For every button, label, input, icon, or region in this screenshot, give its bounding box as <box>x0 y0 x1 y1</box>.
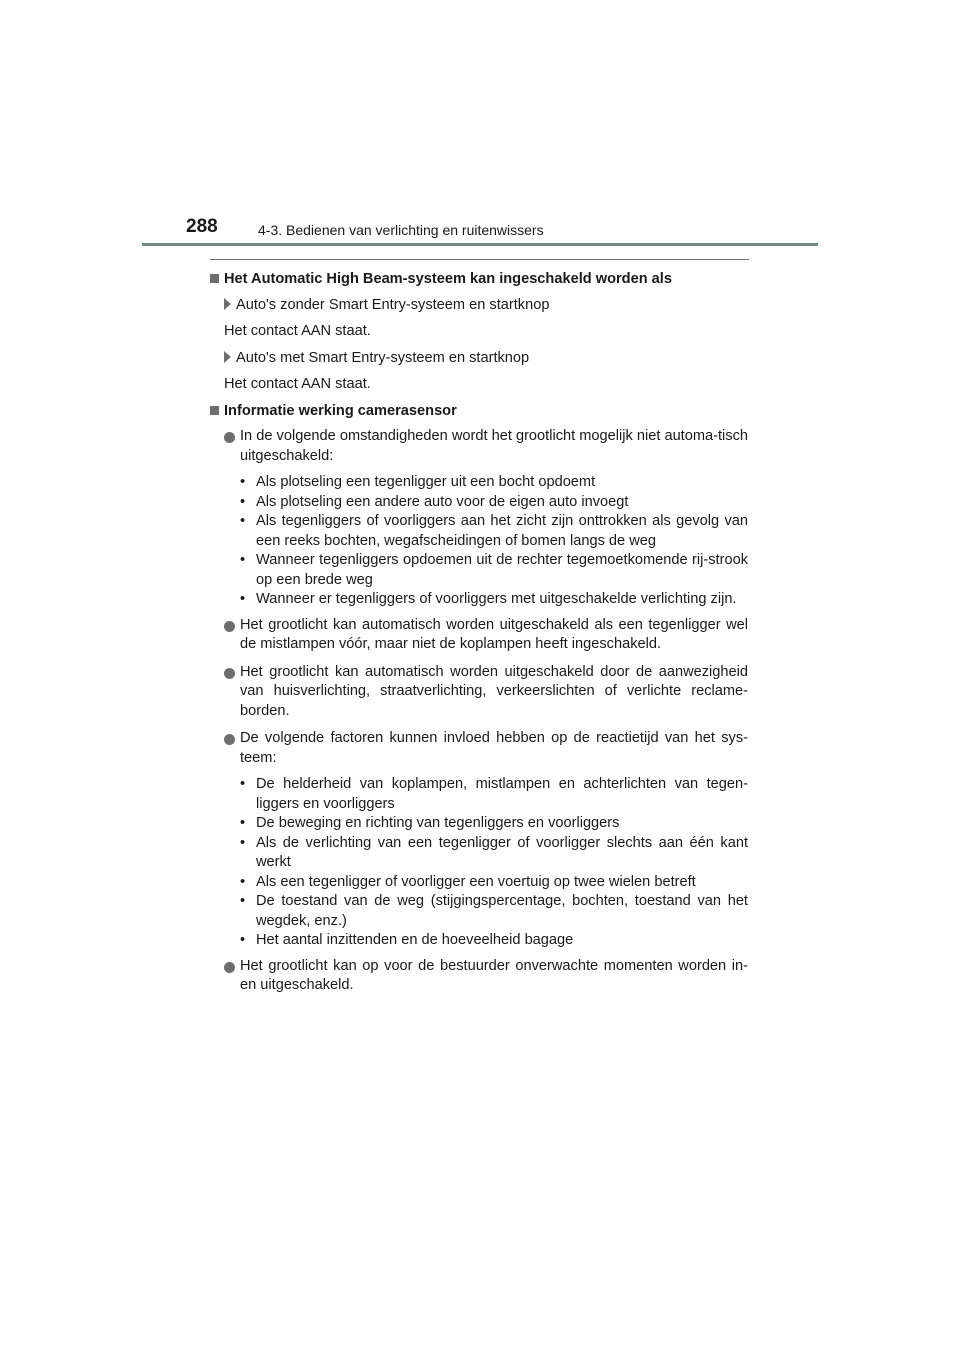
page-content <box>210 270 748 996</box>
bullet-text: De volgende factoren kunnen invloed hebben op de reactietijd van het sys-teem: <box>240 730 748 766</box>
list-item: • De helderheid van koplampen, mistlampen en achterlichten van tegen-liggers en voorliggers <box>240 776 748 812</box>
list-item: • Als plotseling een andere auto voor de eigen auto invoegt <box>240 493 629 510</box>
list-item: • Als plotseling een tegenligger uit een bocht opdoemt <box>240 474 596 490</box>
round-bullet-icon <box>224 734 235 745</box>
bullet-text: Het grootlicht kan automatisch worden uitgeschakeld door de aanwezigheid van huisverlichting, straatverlichting, verkeerslichten of verlichte reclame-borden. <box>240 663 748 719</box>
bullet-item <box>210 427 748 466</box>
section-automatic-high-beam <box>210 270 748 395</box>
round-bullet-icon <box>224 668 235 679</box>
subitem-list <box>240 473 748 610</box>
page-number: 288 <box>186 216 218 237</box>
list-item: • Als tegenliggers of voorliggers aan het zicht zijn onttrokken als gevolg van een reeks bochten, wegafscheidingen of bomen langs de weg <box>240 513 748 549</box>
bullet-text: Het grootlicht kan automatisch worden uitgeschakeld als een tegenligger wel de mistlampen vóór, maar niet de koplampen heeft ingeschakeld. <box>240 616 748 652</box>
list-item: • Wanneer tegenliggers opdoemen uit de rechter tegemoetkomende rij-strook op een brede weg <box>240 552 748 588</box>
round-bullet-icon <box>224 962 235 973</box>
square-bullet-icon <box>210 274 219 283</box>
bullet-item <box>210 616 748 655</box>
running-header: 4-3. Bedienen van verlichting en ruitenwissers <box>258 222 544 238</box>
list-item: • Als een tegenligger of voorligger een voertuig op twee wielen betreft <box>240 873 696 890</box>
section-heading <box>210 270 748 290</box>
section-heading <box>210 402 748 422</box>
section-rule <box>210 259 749 260</box>
triangle-arrow-icon <box>224 298 231 310</box>
bullet-item <box>210 957 748 996</box>
section-heading-text: Informatie werking camerasensor <box>224 402 457 419</box>
bullet-item <box>210 729 748 768</box>
list-item: • De toestand van de weg (stijgingspercentage, bochten, toestand van het wegdek, enz.) <box>240 893 748 929</box>
bullet-item <box>210 663 748 722</box>
arrow-item-text: Auto's met Smart Entry-systeem en startknop <box>236 349 530 366</box>
list-item: • Het aantal inzittenden en de hoeveelheid bagage <box>240 932 574 948</box>
list-item: • Wanneer er tegenliggers of voorliggers met uitgeschakelde verlichting zijn. <box>240 591 737 607</box>
round-bullet-icon <box>224 621 235 632</box>
header-rule <box>142 243 818 246</box>
triangle-arrow-icon <box>224 351 231 363</box>
arrow-item <box>224 349 748 369</box>
bullet-text: Het grootlicht kan op voor de bestuurder onverwachte momenten worden in- en uitgeschakeld. <box>240 957 748 993</box>
list-item: • Als de verlichting van een tegenligger of voorligger slechts aan één kant werkt <box>240 834 748 870</box>
plain-text: Het contact AAN staat. <box>224 323 371 339</box>
list-item: • De beweging en richting van tegenliggers en voorliggers <box>240 815 620 831</box>
arrow-item-text: Auto's zonder Smart Entry-systeem en startknop <box>236 296 550 313</box>
section-heading-text: Het Automatic High Beam-systeem kan ingeschakeld worden als <box>224 271 672 287</box>
subitem-list <box>240 775 748 951</box>
section-camera-sensor <box>210 402 748 996</box>
square-bullet-icon <box>210 406 219 415</box>
round-bullet-icon <box>224 432 235 443</box>
arrow-item <box>224 296 748 316</box>
bullet-text: In de volgende omstandigheden wordt het grootlicht mogelijk niet automa-tisch uitgeschakeld: <box>240 428 748 464</box>
plain-text: Het contact AAN staat. <box>224 376 371 392</box>
